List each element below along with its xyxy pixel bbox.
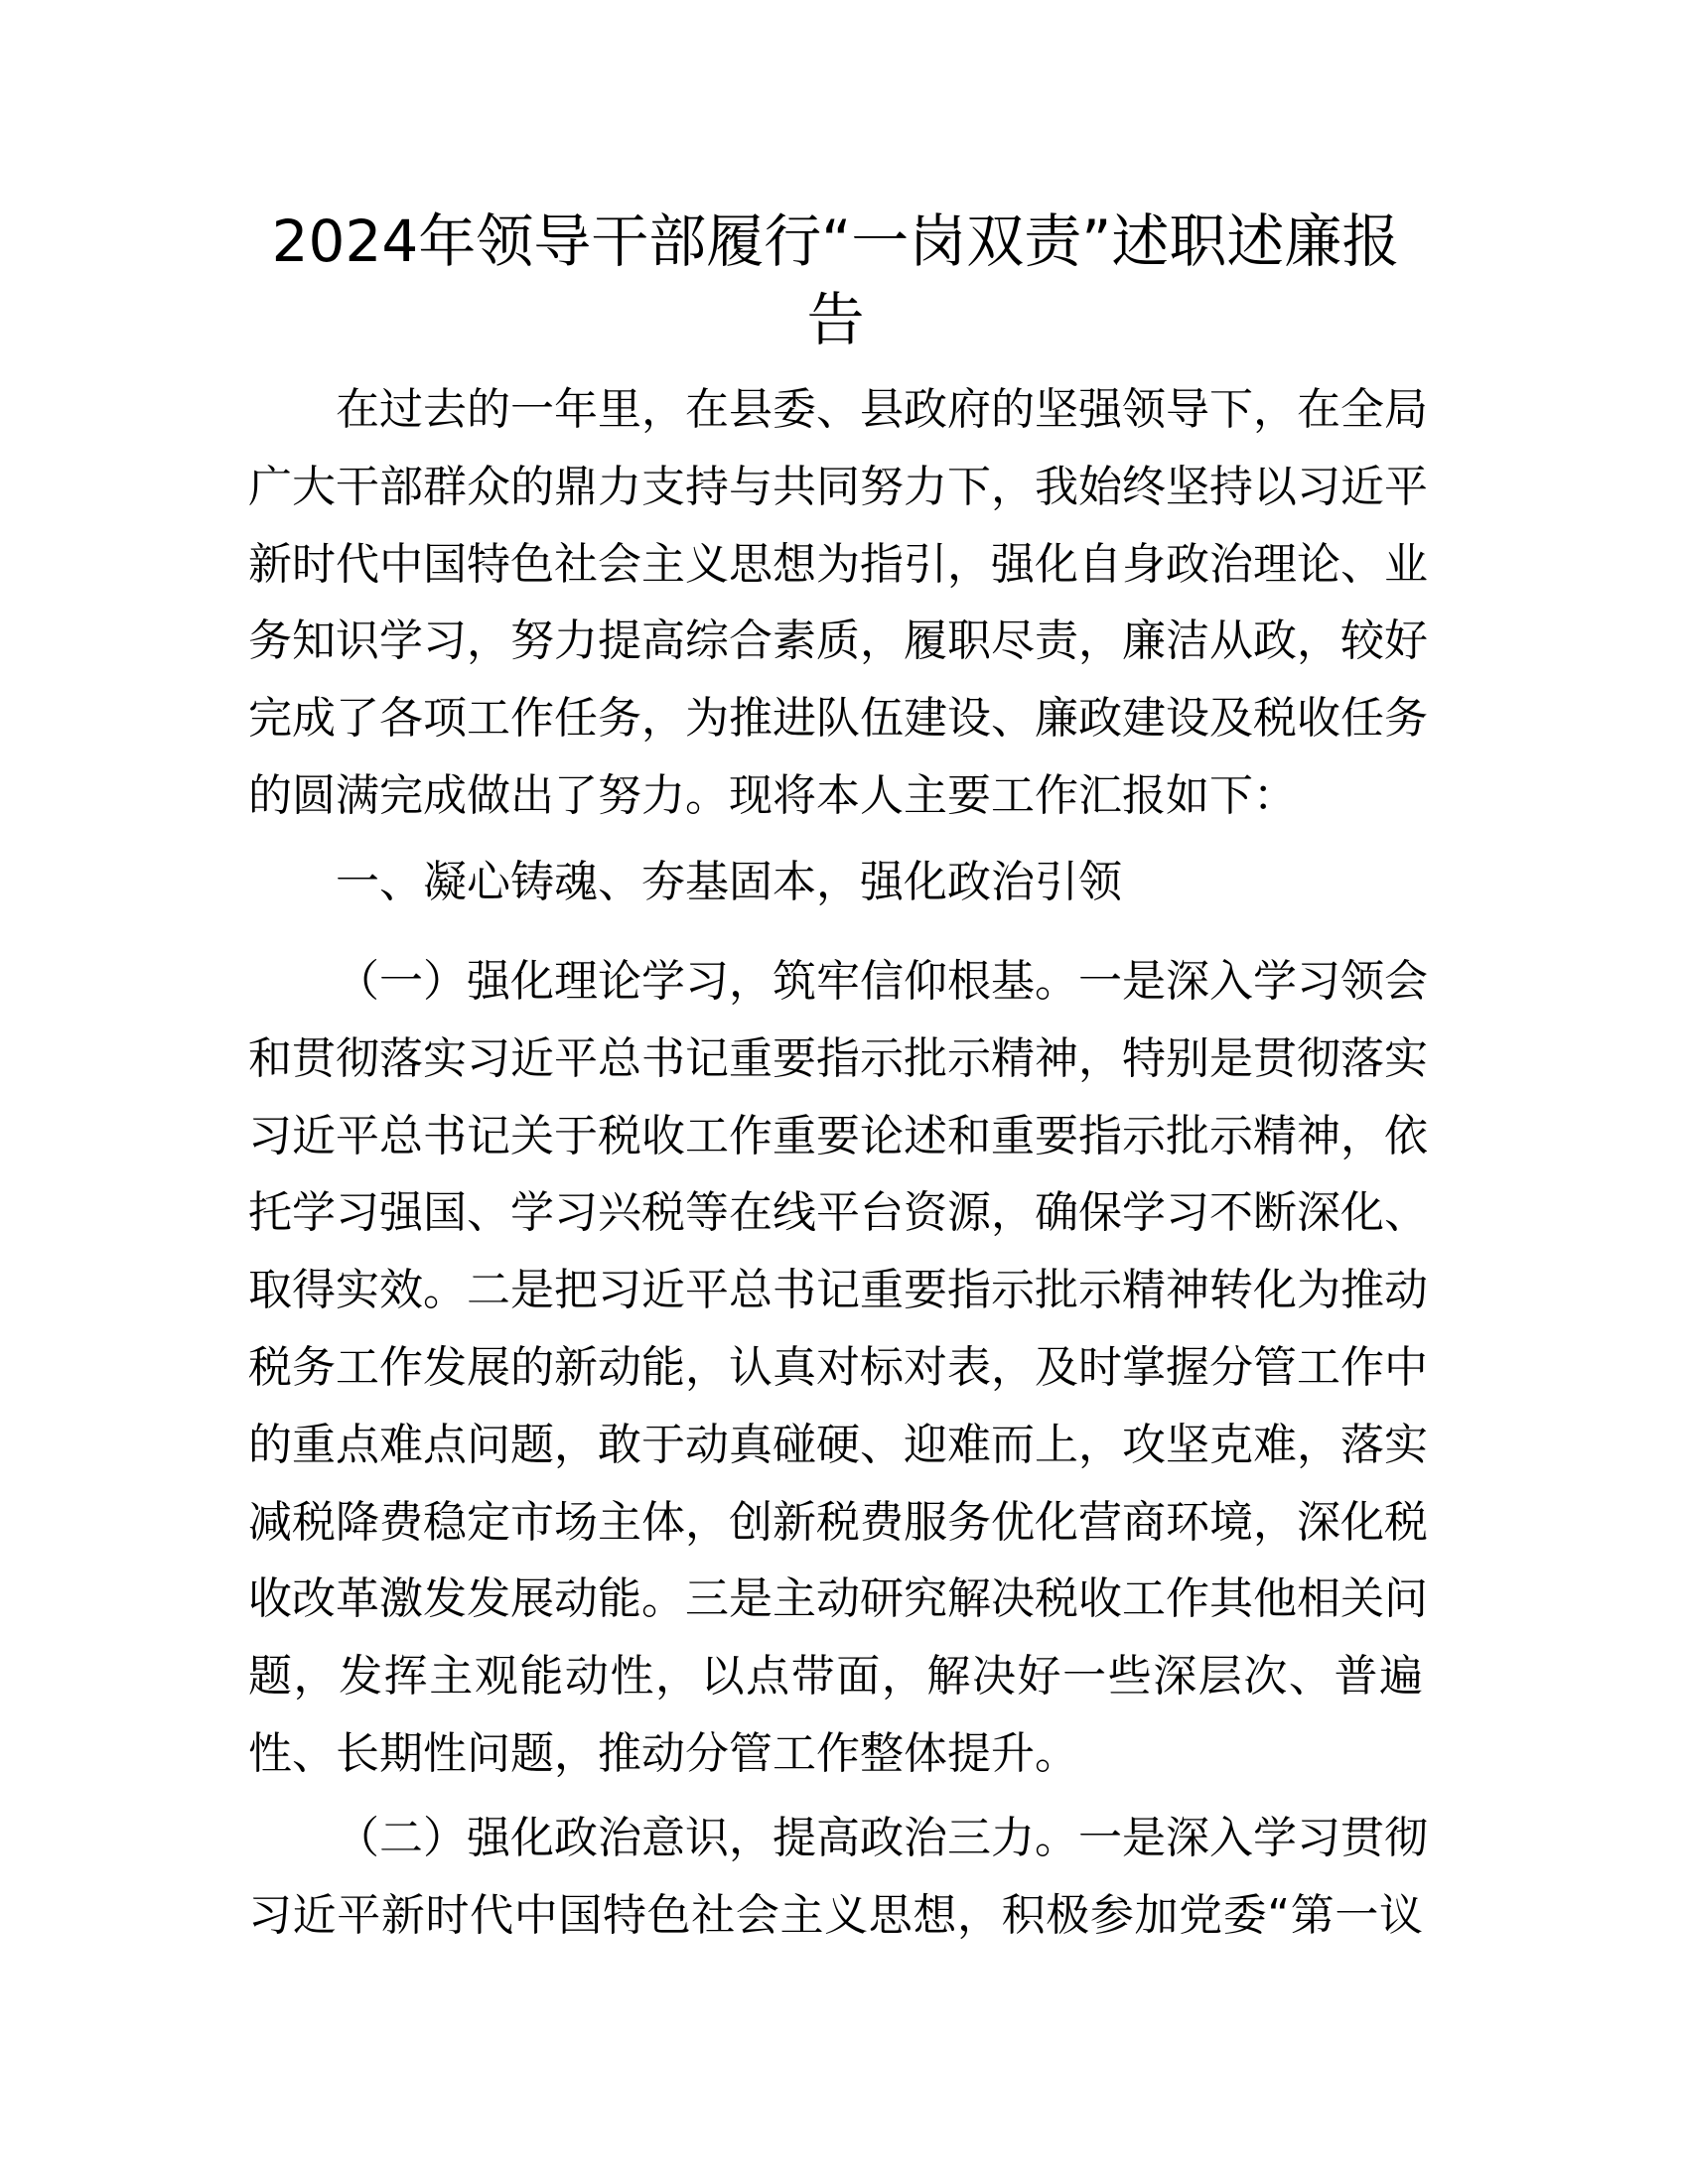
- text-line: 题，发挥主观能动性，以点带面，解决好一些深层次、普遍: [248, 1651, 1423, 1703]
- intro-paragraph: [248, 371, 1428, 835]
- text-line: 取得实效。二是把习近平总书记重要指示批示精神转化为推动: [248, 1265, 1428, 1316]
- heading-text: 一、凝心铸魂、夯基固本，强化政治引领: [336, 857, 1122, 907]
- text-line: 收改革激发发展动能。三是主动研究解决税收工作其他相关问: [248, 1573, 1428, 1625]
- text-line: 的重点难点问题，敢于动真碰硬、迎难而上，攻坚克难，落实: [248, 1419, 1428, 1470]
- text-line: 托学习强国、学习兴税等在线平台资源，确保学习不断深化、: [248, 1187, 1428, 1239]
- subsection-1-paragraph: [248, 943, 1428, 1793]
- text-line: （一）强化理论学习，筑牢信仰根基。一是深入学习领会: [336, 956, 1428, 1007]
- text-line: 减税降费稳定市场主体，创新税费服务优化营商环境，深化税: [248, 1496, 1428, 1548]
- text-line: 和贯彻落实习近平总书记重要指示批示精神，特别是贯彻落实: [248, 1032, 1428, 1084]
- text-line: 习近平总书记关于税收工作重要论述和重要指示批示精神，依: [248, 1110, 1428, 1161]
- text-line: 性、长期性问题，推动分管工作整体提升。: [248, 1727, 1078, 1779]
- text-line: 税务工作发展的新动能，认真对标对表，及时掌握分管工作中: [248, 1341, 1428, 1393]
- text-line: 广大干部群众的鼎力支持与共同努力下，我始终坚持以习近平: [248, 461, 1428, 512]
- subsection-2-paragraph: [248, 1800, 1428, 1955]
- text-line: 务知识学习，努力提高综合素质，履职尽责，廉洁从政，较好: [248, 615, 1428, 667]
- section-heading: [248, 844, 1423, 921]
- document-title-line-1: 2024年领导干部履行“一岗双责”述职述廉报: [271, 207, 1400, 275]
- text-line: 完成了各项工作任务，为推进队伍建设、廉政建设及税收任务: [248, 693, 1428, 745]
- text-line: 习近平新时代中国特色社会主义思想，积极参加党委“第一议: [248, 1889, 1423, 1941]
- text-line: 新时代中国特色社会主义思想为指引，强化自身政治理论、业: [248, 538, 1428, 590]
- document-title-line-2: 告: [806, 286, 865, 353]
- text-line: （二）强化政治意识，提高政治三力。一是深入学习贯彻: [336, 1813, 1428, 1863]
- text-line: 的圆满完成做出了努力。现将本人主要工作汇报如下：: [248, 769, 1297, 821]
- text-line: 在过去的一年里，在县委、县政府的坚强领导下，在全局: [336, 384, 1428, 435]
